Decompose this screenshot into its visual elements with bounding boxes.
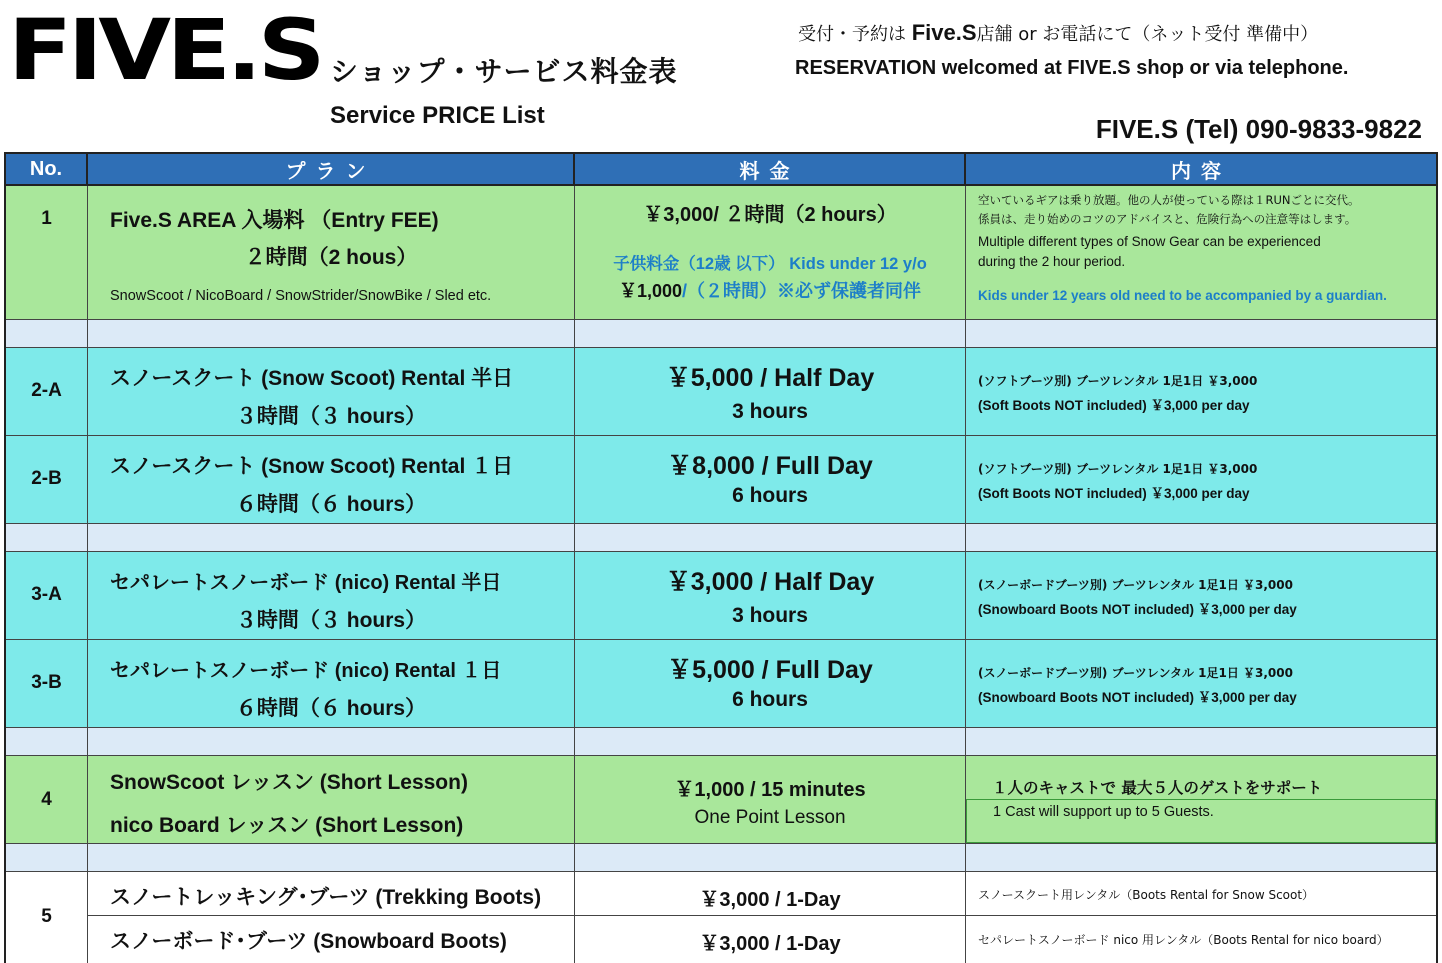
price-main: ￥3,000/ ２時間（2 hours） bbox=[643, 204, 897, 226]
col-header-price: 料金 bbox=[575, 154, 966, 186]
row-number: 3-B bbox=[31, 672, 62, 693]
desc-line: (スノーボードブーツ別) ブーツレンタル 1足1日 ￥3,000 bbox=[978, 666, 1293, 680]
price-kids-note: /（２時間）※必ず保護者同伴 bbox=[682, 281, 922, 301]
spacer-row bbox=[6, 524, 1436, 552]
reservation-note-jp bbox=[798, 20, 1318, 46]
plan-duration: ６時間（６ hours） bbox=[235, 697, 427, 720]
price-table bbox=[4, 152, 1438, 963]
desc-line: Multiple different types of Snow Gear can be experienced bbox=[978, 234, 1321, 249]
desc-line: (Snowboard Boots NOT included) ￥3,000 per day bbox=[978, 602, 1297, 617]
row-number: 1 bbox=[41, 208, 52, 229]
reservation-brand: Five.S bbox=[911, 20, 977, 45]
row-number: 2-B bbox=[31, 468, 62, 489]
reservation-pre: 受付・予約は bbox=[798, 24, 906, 45]
page-title-en: Service PRICE List bbox=[330, 102, 545, 129]
desc-line: セパレートスノーボード nico 用レンタル（Boots Rental for nico board） bbox=[978, 933, 1389, 947]
table-row bbox=[6, 872, 1436, 963]
col-header-no: No. bbox=[6, 154, 88, 186]
price-kids bbox=[575, 277, 965, 303]
price-kids-label: 子供料金（12歳 以下） Kids under 12 y/o bbox=[613, 255, 927, 273]
row-number: 4 bbox=[41, 789, 52, 810]
col-header-plan: プラン bbox=[88, 154, 575, 186]
price-duration: 3 hours bbox=[732, 400, 808, 423]
price-duration: 3 hours bbox=[732, 604, 808, 627]
table-header-row bbox=[6, 154, 1436, 186]
reservation-post: 店舗 or お電話にて（ネット受付 準備中） bbox=[976, 24, 1319, 45]
plan-title: セパレートスノーボード (nico) Rental １日 bbox=[110, 660, 502, 682]
price-duration: 6 hours bbox=[732, 484, 808, 507]
desc-line: during the 2 hour period. bbox=[978, 254, 1126, 269]
plan-title-2: nico Board レッスン (Short Lesson) bbox=[110, 814, 464, 837]
table-row bbox=[6, 756, 1436, 844]
desc-kids-note: Kids under 12 years old need to be accompanied by a guardian. bbox=[978, 288, 1387, 303]
plan-title: スノースクート (Snow Scoot) Rental １日 bbox=[110, 455, 514, 478]
price-main: ￥5,000 / Full Day bbox=[667, 656, 873, 684]
desc-line: スノースクート用レンタル（Boots Rental for Snow Scoot） bbox=[978, 888, 1315, 902]
plan-gear-list: SnowScoot / NicoBoard / SnowStrider/SnowBike / Sled etc. bbox=[110, 288, 492, 304]
plan-title: スノースクート (Snow Scoot) Rental 半日 bbox=[110, 367, 514, 390]
desc-line: １人のキャストで 最大５人のゲストをサポート bbox=[992, 779, 1323, 797]
price-main: ￥5,000 / Half Day bbox=[665, 364, 875, 392]
row-number: 5 bbox=[41, 906, 52, 927]
desc-line: (Snowboard Boots NOT included) ￥3,000 per day bbox=[978, 690, 1297, 705]
plan-title: Five.S AREA 入場料 （Entry FEE) bbox=[110, 209, 439, 232]
five-s-logo: FIVE.S bbox=[8, 1, 321, 99]
desc-line: 空いているギアは乗り放題。他の人が使っている際は１RUNごとに交代。 bbox=[978, 193, 1360, 207]
row-number: 3-A bbox=[31, 584, 62, 605]
desc-line: 1 Cast will support up to 5 Guests. bbox=[993, 804, 1214, 820]
table-row bbox=[6, 436, 1436, 524]
plan-title: スノーボード･ブーツ (Snowboard Boots) bbox=[110, 930, 507, 953]
desc-line: (ソフトブーツ別) ブーツレンタル 1足1日 ￥3,000 bbox=[978, 374, 1258, 388]
page-title-jp: ショップ・サービス料金表 bbox=[330, 55, 678, 88]
plan-duration: ２時間（2 hous） bbox=[244, 246, 418, 269]
price-note: One Point Lesson bbox=[694, 807, 846, 828]
reservation-note-en: RESERVATION welcomed at FIVE.S shop or via telephone. bbox=[795, 57, 1349, 79]
desc-cell bbox=[966, 186, 1436, 320]
row-number: 2-A bbox=[31, 380, 62, 401]
spacer-row bbox=[6, 320, 1436, 348]
col-header-desc: 内容 bbox=[966, 154, 1436, 186]
table-row bbox=[6, 186, 1436, 320]
desc-line: (スノーボードブーツ別) ブーツレンタル 1足1日 ￥3,000 bbox=[978, 578, 1293, 592]
price-main: ￥8,000 / Full Day bbox=[667, 452, 873, 480]
plan-duration: ３時間（３ hours） bbox=[235, 405, 427, 428]
desc-line: 係員は、走り始めのコツのアドバイスと、危険行為への注意等はします。 bbox=[978, 212, 1357, 226]
price-duration: 6 hours bbox=[732, 688, 808, 711]
spacer-row bbox=[6, 728, 1436, 756]
price-main: ￥3,000 / Half Day bbox=[665, 568, 875, 596]
price-cell bbox=[575, 186, 966, 320]
plan-duration: ６時間（６ hours） bbox=[235, 493, 427, 516]
plan-title: SnowScoot レッスン (Short Lesson) bbox=[110, 771, 468, 794]
plan-title: セパレートスノーボード (nico) Rental 半日 bbox=[110, 572, 502, 594]
table-row bbox=[6, 348, 1436, 436]
desc-inset-box bbox=[966, 799, 1436, 843]
desc-line: (Soft Boots NOT included) ￥3,000 per day bbox=[978, 486, 1250, 501]
row-number-cell bbox=[6, 186, 88, 320]
price-kids-amount: ￥1,000 bbox=[618, 281, 683, 301]
plan-cell bbox=[88, 186, 575, 320]
plan-title: スノートレッキング･ブーツ (Trekking Boots) bbox=[110, 886, 542, 909]
price-main: ￥3,000 / 1-Day bbox=[699, 933, 841, 955]
telephone-number: FIVE.S (Tel) 090-9833-9822 bbox=[1095, 114, 1422, 144]
spacer-row bbox=[6, 844, 1436, 872]
price-main: ￥1,000 / 15 minutes bbox=[674, 779, 866, 801]
desc-line: (Soft Boots NOT included) ￥3,000 per day bbox=[978, 398, 1250, 413]
desc-line: (ソフトブーツ別) ブーツレンタル 1足1日 ￥3,000 bbox=[978, 462, 1258, 476]
plan-duration: ３時間（３ hours） bbox=[235, 609, 427, 632]
price-main: ￥3,000 / 1-Day bbox=[699, 889, 841, 911]
table-row bbox=[6, 640, 1436, 728]
page-header bbox=[0, 0, 1442, 152]
table-row bbox=[6, 552, 1436, 640]
